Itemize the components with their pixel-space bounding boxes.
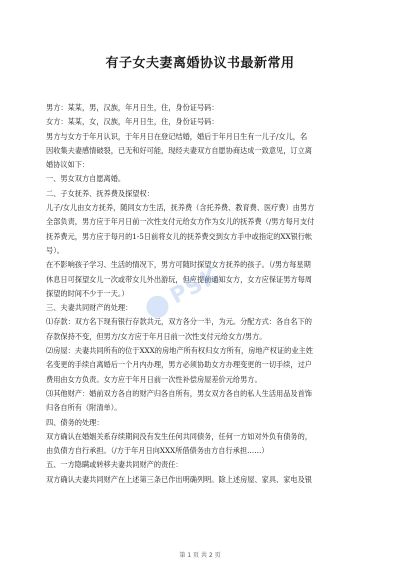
paragraph-line: 女方：某某，女，汉族，年月日生，住，身份证号码： (46, 117, 219, 127)
paragraph-line: 婚协议如下： (46, 160, 90, 170)
paragraph-line: 费用由女方负责。女方应于年月日前一次性补偿房屋差价元给男方。 (46, 374, 262, 384)
watermark-text: PSK (166, 262, 225, 310)
paragraph-line: 四、债务的处理： (46, 417, 104, 427)
page-footer: 第 1 页 共 2 页 (179, 552, 221, 559)
paragraph-line: 男方：某某，男，汉族，年月日生，住，身份证号码： (46, 103, 219, 112)
paragraph-line: ⑴存款：双方名下现有银行存款共元，双方各分一半，为元。分配方式：各自名下的 (46, 317, 312, 327)
paragraph-line: 号）。 (46, 245, 64, 255)
paragraph-line: 休息日可探望女儿一次或带女儿外出游玩，但应提前通知女方，女方应保证男方每周 (46, 274, 312, 284)
paragraph-line: 五、一方隐瞒或转移夫妻共同财产的责任： (46, 460, 183, 470)
paragraph-line: 在不影响孩子学习、生活的情况下，男方可随时探望女方抚养的孩子。（/男方每星期 (46, 260, 311, 270)
paragraph-line: 一、男女双方自愿离婚。 (46, 174, 126, 184)
paragraph-line: 全部负责，男方应于年月日前一次性支付元给女方作为女儿的抚养费（/男方每月支付 (46, 217, 315, 227)
paragraph-line: 由负债方自行承担。（/方于年月日向XXX所借债务由方自行承担……） (46, 446, 269, 456)
paragraph-line: 男方与女方于年月认识，于年月日在登记结婚，婚后于年月日生有一儿子/女儿，名 (46, 131, 308, 141)
paragraph-line: ⑵房屋：夫妻共同所有的位于XXX的房地产所有权归女方所有，房地产权证的业主姓 (46, 346, 313, 356)
paragraph-line: 探望的时间不少于一天。） (46, 288, 129, 298)
document-title: 有子女夫妻离婚协议书最新常用 (105, 56, 295, 71)
document-body (46, 101, 354, 487)
paragraph-line: 存款保持不变，但男方/女方应于年月日前一次性支付元给女方/男方。 (46, 331, 267, 341)
paragraph-line: 三、夫妻共同财产的处理： (46, 303, 133, 313)
paragraph-line: 归各自所有（附清单）。 (46, 403, 122, 413)
paragraph-line: 抚养费元，男方应于每月的1-5日前将女儿的抚养费交到女方手中或指定的XX银行帐 (46, 231, 313, 241)
paragraph-line: 双方确认夫妻共同财产在上述第三条已作出明确列明。除上述房屋、家具、家电及银 (46, 474, 312, 484)
paragraph-line: 儿子/女儿由女方抚养，随同女方生活，抚养费（含托养费、教育费、医疗费）由男方 (46, 203, 315, 213)
paragraph-line: ⑶其他财产：婚前双方各自的财产归各自所有，男女双方各自的私人生活用品及首饰 (46, 388, 312, 398)
paragraph-line: 名变更的手续自离婚后一个月内办理，男方必须协助女方办理变更的一切手续，过户 (46, 360, 312, 370)
paragraph-line: 二、子女抚养、抚养费及探望权： (46, 188, 154, 198)
paragraph-line: 因收集夫妻感情破裂，已无和好可能，现经夫妻双方自愿协商达成一致意见，订立离 (46, 145, 312, 155)
paragraph-line: 双方确认在婚姻关系存续期间没有发生任何共同债务，任何一方如对外负有债务的， (46, 431, 312, 441)
